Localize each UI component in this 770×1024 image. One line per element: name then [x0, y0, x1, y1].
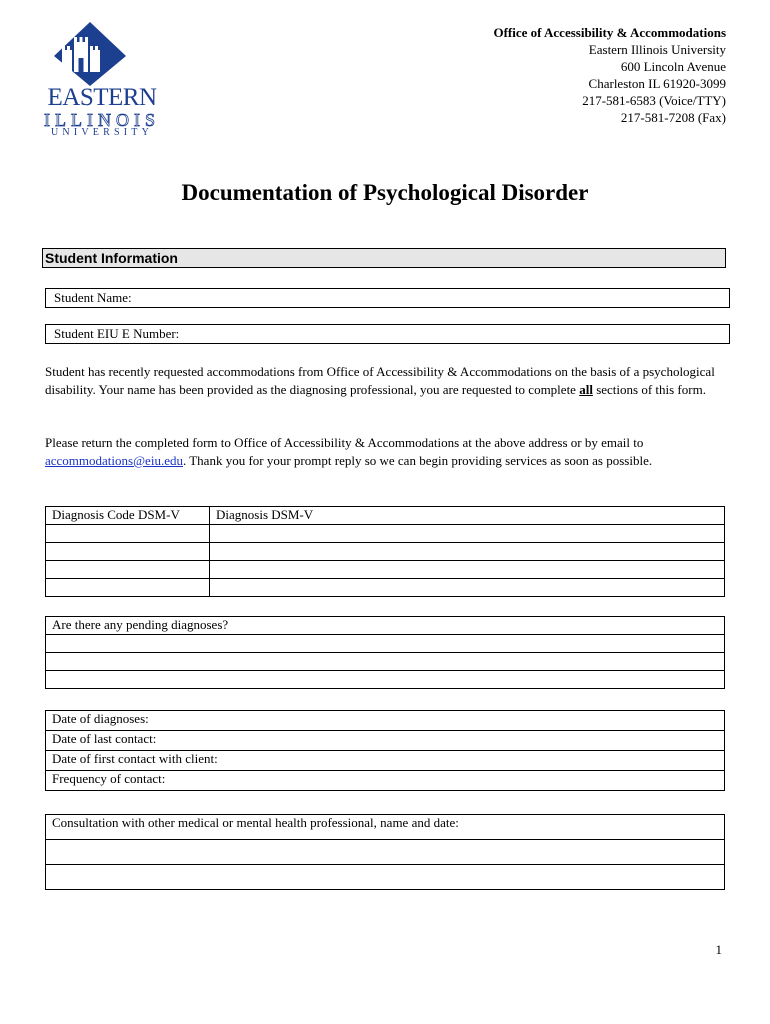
date-of-first-contact-field[interactable]: Date of first contact with client: — [46, 751, 725, 771]
table-row — [46, 840, 725, 865]
diagnosis-code-header: Diagnosis Code DSM-V — [46, 507, 210, 525]
office-university: Eastern Illinois University — [588, 42, 726, 57]
pending-diagnoses-table — [45, 616, 725, 689]
intro-emphasis: all — [579, 382, 593, 397]
page-number: 1 — [715, 942, 722, 957]
pending-diagnoses-label: Are there any pending diagnoses? — [46, 617, 725, 635]
consultation-table — [45, 814, 725, 890]
return-text-before: Please return the completed form to Office of Accessibility & Accommodations at the above address or by email to — [45, 435, 644, 450]
student-name-field[interactable]: Student Name: — [45, 288, 730, 308]
frequency-of-contact-field[interactable]: Frequency of contact: — [46, 771, 725, 791]
student-information-header: Student Information — [42, 248, 726, 268]
diagnosis-cell[interactable] — [210, 579, 725, 597]
date-of-last-contact-field[interactable]: Date of last contact: — [46, 731, 725, 751]
table-row — [46, 751, 725, 771]
contact-dates-table — [45, 710, 725, 791]
return-text-after: . Thank you for your prompt reply so we can begin providing services as soon as possible. — [182, 453, 653, 468]
table-row — [46, 579, 725, 597]
table-row — [46, 561, 725, 579]
logo-illinois-text: ILLINOIS — [44, 110, 160, 130]
table-row — [46, 543, 725, 561]
intro-text-before: Student has recently requested accommodations from Office of Accessibility & Accommodations on the basis of a psychological disability. Your name has been provided as the diagnosing professional, you are requested to complete — [45, 364, 715, 397]
return-paragraph — [45, 434, 730, 470]
diagnosis-table — [45, 506, 725, 597]
consultation-answer-cell[interactable] — [46, 865, 725, 890]
table-row — [46, 711, 725, 731]
diagnosis-header: Diagnosis DSM-V — [210, 507, 725, 525]
eiu-logo — [40, 20, 164, 140]
email-link[interactable]: accommodations@eiu.edu — [45, 453, 183, 468]
diagnosis-cell[interactable] — [210, 543, 725, 561]
table-row — [46, 653, 725, 671]
diagnosis-code-cell[interactable] — [46, 525, 210, 543]
table-row — [46, 815, 725, 840]
consultation-label: Consultation with other medical or mental health professional, name and date: — [46, 815, 725, 840]
form-title: Documentation of Psychological Disorder — [181, 180, 589, 205]
intro-text-after: sections of this form. — [592, 382, 706, 397]
logo-eastern-text: EASTERN — [47, 84, 157, 111]
office-name: Office of Accessibility & Accommodations — [493, 25, 726, 40]
office-street: 600 Lincoln Avenue — [620, 59, 726, 74]
table-row — [46, 771, 725, 791]
table-row — [46, 617, 725, 635]
pending-answer-cell[interactable] — [46, 653, 725, 671]
pending-answer-cell[interactable] — [46, 635, 725, 653]
pending-answer-cell[interactable] — [46, 671, 725, 689]
date-of-diagnoses-field[interactable]: Date of diagnoses: — [46, 711, 725, 731]
intro-paragraph — [45, 363, 730, 399]
diagnosis-code-cell[interactable] — [46, 579, 210, 597]
table-row — [46, 731, 725, 751]
diagnosis-code-cell[interactable] — [46, 543, 210, 561]
table-row — [46, 671, 725, 689]
diagnosis-code-cell[interactable] — [46, 561, 210, 579]
office-city: Charleston IL 61920-3099 — [588, 76, 726, 91]
table-row — [46, 525, 725, 543]
diagnosis-cell[interactable] — [210, 561, 725, 579]
student-eiu-number-field[interactable]: Student EIU E Number: — [45, 324, 730, 344]
logo-university-text: UNIVERSITY — [51, 127, 153, 138]
office-fax: 217-581-7208 (Fax) — [620, 110, 726, 125]
table-row — [46, 865, 725, 890]
table-row — [46, 635, 725, 653]
consultation-answer-cell[interactable] — [46, 840, 725, 865]
diagnosis-cell[interactable] — [210, 525, 725, 543]
castle-diamond-icon — [40, 20, 164, 86]
table-row — [46, 507, 725, 525]
office-phone: 217-581-6583 (Voice/TTY) — [582, 93, 726, 108]
office-address-block — [493, 24, 726, 126]
